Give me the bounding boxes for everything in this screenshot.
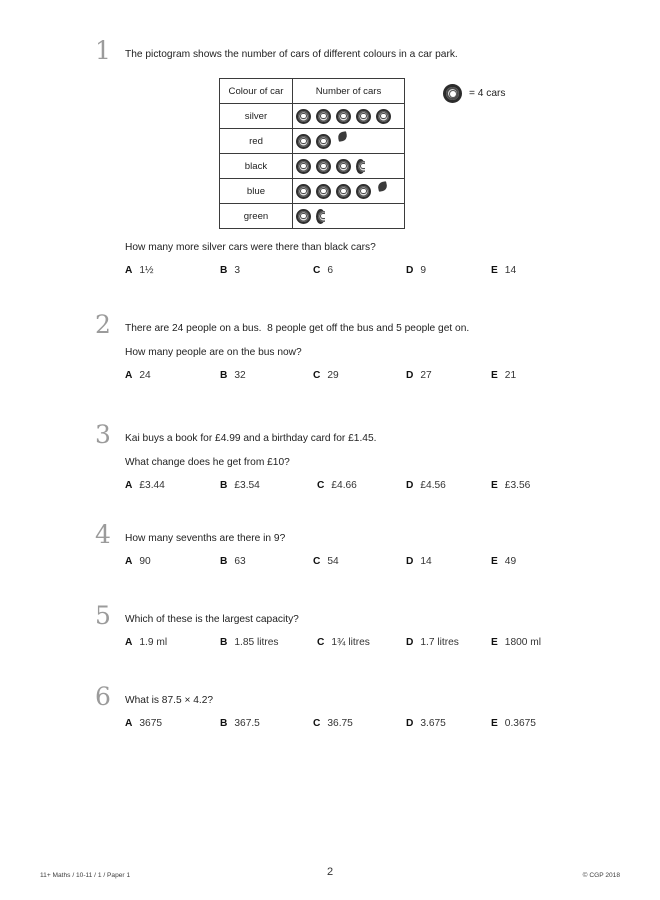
option-e[interactable]	[491, 265, 516, 276]
option-value: £3.54	[234, 479, 260, 491]
tyre-quarter-icon	[338, 132, 347, 143]
tyre-icon	[296, 184, 311, 199]
tyre-icon	[296, 109, 311, 124]
pictogram-key	[443, 84, 506, 103]
option-value: 27	[420, 369, 432, 381]
option-value: 24	[139, 369, 151, 381]
page-footer	[0, 866, 660, 892]
option-letter: B	[220, 264, 228, 276]
option-value: 21	[504, 369, 517, 381]
question-number: 3	[95, 420, 111, 449]
option-letter: E	[491, 479, 498, 491]
option-value: 1.7 litres	[420, 636, 459, 648]
option-letter: C	[317, 636, 325, 648]
option-value: 63	[234, 555, 246, 567]
option-letter: E	[491, 636, 498, 648]
option-letter: B	[220, 369, 228, 381]
option-a[interactable]	[125, 637, 167, 648]
pictogram-row-symbols	[293, 179, 405, 204]
option-letter: C	[317, 479, 325, 491]
option-d[interactable]	[406, 370, 432, 381]
option-letter: D	[406, 636, 414, 648]
option-c[interactable]	[313, 718, 353, 729]
tyre-icon	[336, 184, 351, 199]
question-body	[125, 322, 625, 384]
question-prompt: What change does he get from £10?	[125, 456, 290, 468]
option-e[interactable]	[491, 556, 516, 567]
answer-options	[125, 265, 625, 279]
tyre-icon	[316, 184, 331, 199]
question-number: 6	[95, 682, 111, 711]
option-value: 54	[327, 555, 339, 567]
pictogram-row-label: silver	[220, 104, 293, 129]
tyre-half-icon	[356, 159, 365, 174]
option-d[interactable]	[406, 718, 446, 729]
pictogram-table	[219, 78, 405, 229]
option-c[interactable]	[313, 556, 339, 567]
option-letter: E	[491, 717, 498, 729]
option-letter: D	[406, 369, 414, 381]
question-text: There are 24 people on a bus. 8 people get off the bus and 5 people get on.	[125, 323, 470, 334]
option-value: 32	[234, 369, 246, 381]
tyre-icon	[356, 109, 371, 124]
option-value: £3.44	[139, 479, 165, 491]
question-prompt: How many people are on the bus now?	[125, 346, 302, 358]
option-a[interactable]	[125, 370, 151, 381]
pictogram-row-symbols	[293, 204, 405, 229]
option-b[interactable]	[220, 556, 246, 567]
pictogram-header-colour: Colour of car	[220, 79, 293, 104]
option-letter: B	[220, 555, 228, 567]
tyre-icon	[376, 109, 391, 124]
option-letter: C	[313, 369, 321, 381]
tyre-icon	[336, 109, 351, 124]
question-number: 2	[95, 310, 111, 339]
question-prompt: What is 87.5 × 4.2?	[125, 695, 214, 706]
question-text: Kai buys a book for £4.99 and a birthday card for £1.45.	[125, 433, 377, 444]
table-row	[220, 154, 405, 179]
tyre-quarter-icon	[378, 182, 387, 193]
option-letter: A	[125, 636, 133, 648]
option-value: £4.66	[331, 479, 357, 491]
option-d[interactable]	[406, 556, 432, 567]
answer-options	[125, 556, 625, 570]
tyre-icon	[336, 159, 351, 174]
table-row	[220, 179, 405, 204]
tyre-icon	[316, 109, 331, 124]
option-value: 49	[504, 555, 517, 567]
page-number: 2	[326, 866, 334, 878]
option-letter: E	[491, 264, 498, 276]
option-value: 3	[234, 264, 241, 276]
option-a[interactable]	[125, 556, 151, 567]
table-row	[220, 204, 405, 229]
option-letter: A	[125, 717, 133, 729]
answer-options	[125, 480, 625, 494]
tyre-icon	[316, 134, 331, 149]
option-value: 36.75	[327, 717, 353, 729]
answer-options	[125, 637, 625, 651]
option-value: 9	[420, 264, 427, 276]
option-letter: D	[406, 479, 414, 491]
option-c[interactable]	[317, 480, 357, 491]
option-value: 1.9 ml	[139, 636, 168, 648]
question-body	[125, 241, 625, 279]
option-value: 3.675	[420, 717, 446, 729]
answer-options	[125, 370, 625, 384]
question-number: 5	[95, 601, 111, 630]
tyre-icon	[296, 209, 311, 224]
option-e[interactable]	[491, 480, 530, 491]
question-body	[125, 532, 625, 570]
option-letter: B	[220, 636, 228, 648]
option-value: 1.85 litres	[234, 636, 279, 648]
option-e[interactable]	[491, 718, 536, 729]
table-row	[220, 104, 405, 129]
option-c[interactable]	[313, 265, 333, 276]
option-value: 6	[327, 264, 334, 276]
pictogram-row-label: red	[220, 129, 293, 154]
question-body	[125, 48, 625, 62]
option-letter: B	[220, 479, 228, 491]
option-c[interactable]	[317, 637, 370, 648]
tyre-icon	[296, 134, 311, 149]
option-letter: C	[313, 264, 321, 276]
option-value: 1¾ litres	[331, 636, 370, 648]
pictogram-header-number: Number of cars	[293, 79, 405, 104]
option-value: 14	[420, 555, 432, 567]
option-letter: A	[125, 479, 133, 491]
pictogram-row-label: black	[220, 154, 293, 179]
option-b[interactable]	[220, 265, 240, 276]
option-letter: B	[220, 717, 228, 729]
footer-reference: 11+ Maths / 10-11 / 1 / Paper 1	[40, 872, 131, 879]
option-b[interactable]	[220, 370, 246, 381]
pictogram-key-label: = 4 cars	[469, 88, 506, 99]
pictogram-row-symbols	[293, 154, 405, 179]
option-letter: D	[406, 555, 414, 567]
question-number: 1	[95, 36, 111, 65]
pictogram-header-row	[220, 79, 405, 104]
tyre-icon	[296, 159, 311, 174]
pictogram-row-label: blue	[220, 179, 293, 204]
option-letter: A	[125, 555, 133, 567]
tyre-icon	[316, 159, 331, 174]
pictogram-row-label: green	[220, 204, 293, 229]
option-letter: C	[313, 717, 321, 729]
option-letter: D	[406, 717, 414, 729]
option-d[interactable]	[406, 637, 459, 648]
question-prompt: How many more silver cars were there than black cars?	[125, 242, 376, 253]
option-value: £3.56	[504, 479, 531, 491]
option-value: 29	[327, 369, 339, 381]
option-e[interactable]	[491, 637, 541, 648]
tyre-icon	[356, 184, 371, 199]
answer-options	[125, 718, 625, 732]
footer-copyright: © CGP 2018	[582, 872, 620, 879]
question-prompt: Which of these is the largest capacity?	[125, 614, 299, 625]
option-value: 90	[139, 555, 151, 567]
option-letter: E	[491, 555, 498, 567]
option-e[interactable]	[491, 370, 516, 381]
option-value: £4.56	[420, 479, 446, 491]
question-text: The pictogram shows the number of cars of different colours in a car park.	[125, 49, 458, 60]
option-value: 3675	[139, 717, 163, 729]
option-value: 0.3675	[504, 717, 536, 729]
option-a[interactable]	[125, 480, 165, 491]
question-body	[125, 694, 625, 732]
option-value: 1800 ml	[504, 636, 542, 648]
question-body	[125, 613, 625, 651]
option-d[interactable]	[406, 265, 426, 276]
question-prompt: How many sevenths are there in 9?	[125, 533, 286, 544]
option-letter: A	[125, 264, 133, 276]
option-c[interactable]	[313, 370, 339, 381]
option-value: 1½	[139, 264, 154, 276]
pictogram-row-symbols	[293, 129, 405, 154]
option-letter: D	[406, 264, 414, 276]
option-value: 14	[504, 264, 517, 276]
option-value: 367.5	[234, 717, 260, 729]
option-d[interactable]	[406, 480, 446, 491]
pictogram-row-symbols	[293, 104, 405, 129]
option-letter: E	[491, 369, 498, 381]
option-letter: C	[313, 555, 321, 567]
option-b[interactable]	[220, 718, 260, 729]
tyre-half-icon	[316, 209, 325, 224]
question-number: 4	[95, 520, 111, 549]
option-a[interactable]	[125, 265, 154, 276]
option-b[interactable]	[220, 637, 279, 648]
option-b[interactable]	[220, 480, 260, 491]
option-letter: A	[125, 369, 133, 381]
option-a[interactable]	[125, 718, 162, 729]
table-row	[220, 129, 405, 154]
tyre-icon	[443, 84, 462, 103]
question-body	[125, 432, 625, 494]
